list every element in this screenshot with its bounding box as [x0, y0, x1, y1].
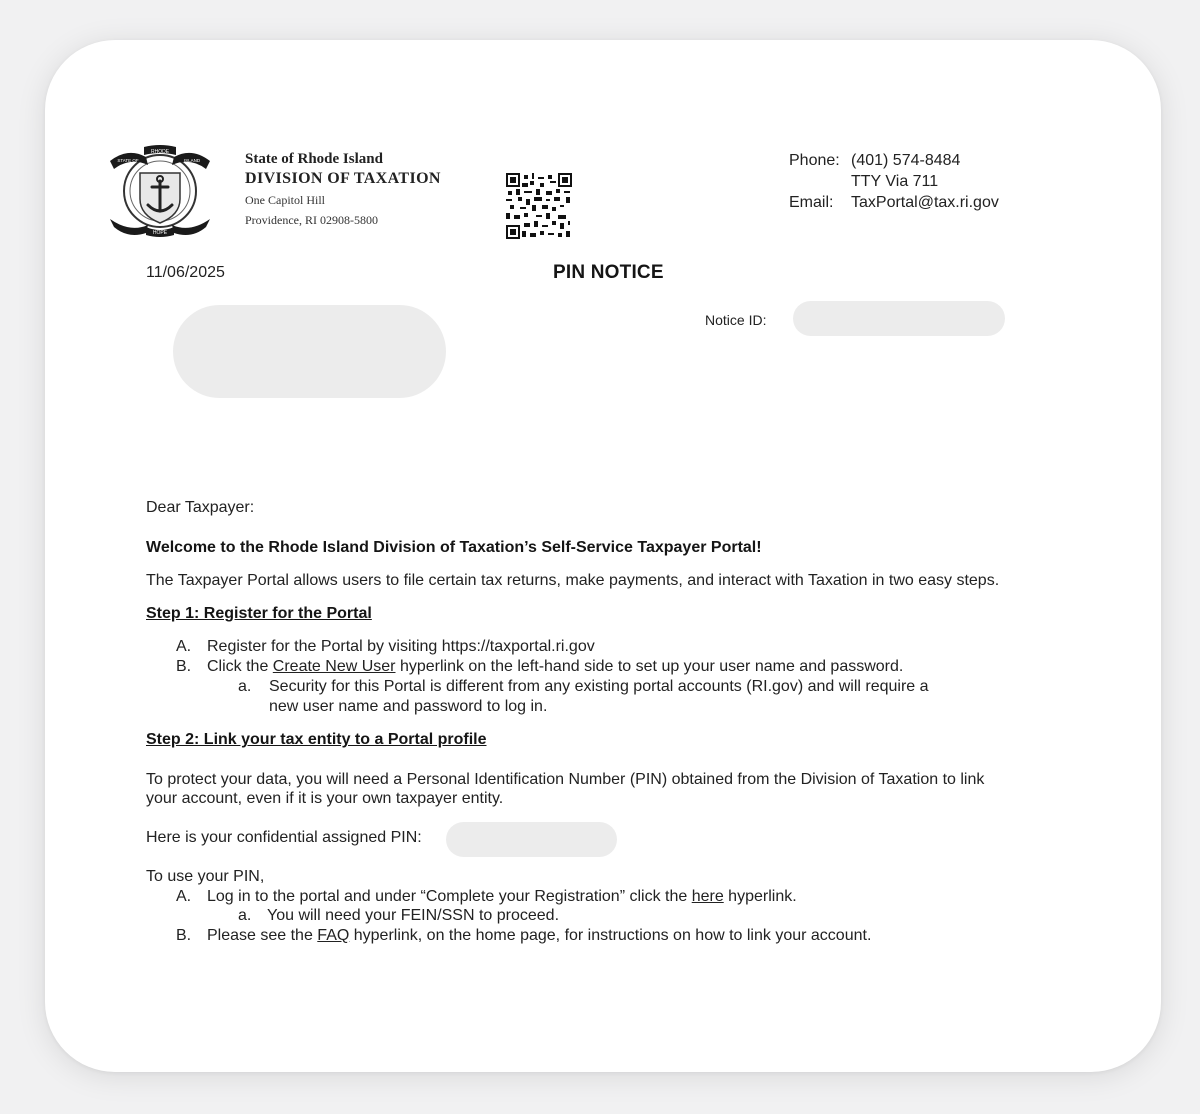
use-a-pre: Log in to the portal and under “Complete your Registration” click the	[207, 888, 692, 905]
agency-state: State of Rhode Island	[245, 151, 383, 167]
use-aa-text: You will need your FEIN/SSN to proceed.	[267, 907, 560, 924]
rhode-island-seal-icon	[108, 143, 212, 239]
agency-address-line2: Providence, RI 02908-5800	[245, 213, 378, 227]
qr-code-icon	[506, 173, 572, 239]
recipient-address-redaction	[173, 305, 446, 398]
step2-line2: your account, even if it is your own taxpayer entity.	[146, 790, 504, 807]
use-aa-marker: a.	[238, 907, 252, 924]
agency-division: DIVISION OF TAXATION	[245, 170, 441, 187]
tty-text: TTY Via 711	[851, 173, 939, 190]
email-address: TaxPortal@tax.ri.gov	[851, 194, 999, 211]
step1-ba-line2: new user name and password to log in.	[269, 698, 548, 715]
seal-text-left: STATE OF	[117, 158, 139, 163]
use-a-post: hyperlink.	[723, 888, 797, 905]
step1-a-marker: A.	[176, 638, 192, 655]
notice-date: 11/06/2025	[146, 264, 225, 281]
notice-id-redaction	[793, 301, 1005, 336]
phone-number: (401) 574-8484	[851, 152, 961, 169]
step1-b-pre: Click the	[207, 658, 273, 675]
intro-paragraph: The Taxpayer Portal allows users to file certain tax returns, make payments, and interact with Taxation in two easy steps.	[146, 572, 1000, 589]
phone-label: Phone:	[789, 152, 840, 169]
create-new-user-link[interactable]: Create New User	[272, 658, 396, 675]
pin-redaction	[446, 822, 617, 857]
use-b-item	[207, 926, 871, 945]
page-title: PIN NOTICE	[553, 262, 664, 283]
step1-ba-line1: Security for this Portal is different from any existing portal accounts (RI.gov) and will require a	[269, 678, 929, 695]
use-b-post: hyperlink, on the home page, for instructions on how to link your account.	[349, 927, 872, 944]
step2-line1: To protect your data, you will need a Personal Identification Number (PIN) obtained from the Division of Taxation to link	[146, 771, 985, 788]
agency-address-line1: One Capitol Hill	[245, 193, 325, 207]
use-pin-intro: To use your PIN,	[146, 868, 265, 885]
email-label: Email:	[789, 194, 834, 211]
here-link[interactable]: here	[691, 888, 724, 905]
step1-ba-marker: a.	[238, 678, 252, 695]
pin-label: Here is your confidential assigned PIN:	[146, 829, 422, 846]
faq-link[interactable]: FAQ	[317, 927, 350, 944]
seal-text-bottom: HOPE	[152, 230, 168, 236]
step1-a-text: Register for the Portal by visiting https://taxportal.ri.gov	[207, 638, 595, 655]
seal-text-top: RHODE	[150, 149, 170, 155]
salutation: Dear Taxpayer:	[146, 499, 255, 516]
seal-text-right: ISLAND	[183, 158, 201, 163]
welcome-heading: Welcome to the Rhode Island Division of Taxation’s Self-Service Taxpayer Portal!	[146, 539, 762, 556]
use-b-pre: Please see the	[207, 927, 318, 944]
step2-heading: Step 2: Link your tax entity to a Portal profile	[146, 731, 487, 748]
contact-block	[789, 150, 999, 213]
step1-b-item	[207, 657, 903, 676]
use-a-item	[207, 887, 797, 906]
step1-b-post: hyperlink on the left-hand side to set up your user name and password.	[395, 658, 904, 675]
use-a-marker: A.	[176, 888, 192, 905]
notice-id-label: Notice ID:	[705, 312, 767, 328]
step1-heading: Step 1: Register for the Portal	[146, 605, 372, 622]
use-b-marker: B.	[176, 927, 192, 944]
step1-b-marker: B.	[176, 658, 192, 675]
agency-block	[245, 150, 441, 230]
